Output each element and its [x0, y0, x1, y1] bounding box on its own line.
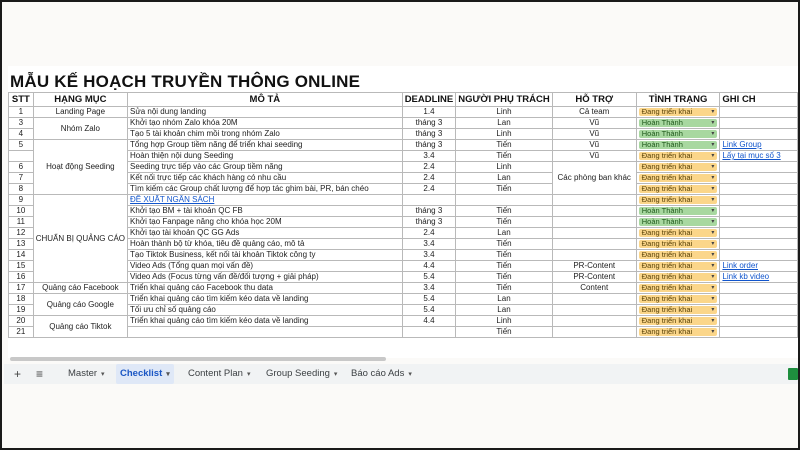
cell-owner[interactable]: Lan	[456, 305, 552, 316]
status-text: Đang triển khai	[641, 184, 693, 193]
chevron-down-icon[interactable]: ▾	[711, 164, 715, 170]
chevron-down-icon[interactable]: ▾	[246, 371, 251, 378]
cell-support[interactable]	[552, 195, 636, 206]
table-row	[9, 151, 798, 162]
status-text: Đang triển khai	[641, 173, 693, 182]
note-link[interactable]: Lấy tại mục số 3	[722, 151, 781, 160]
horizontal-scrollbar[interactable]	[10, 357, 386, 361]
cell-description[interactable]: Triển khai quảng cáo Facebook thu data	[128, 283, 403, 294]
cell-description[interactable]: Tạo Tiktok Business, kết nối tài khoản Tiktok công ty	[128, 250, 403, 261]
status-text: Đang triển khai	[641, 107, 693, 116]
cell-stt[interactable]: 7	[9, 173, 34, 184]
cell-deadline[interactable]: tháng 3	[402, 140, 456, 151]
status-text: Hoàn Thành	[641, 206, 683, 215]
cell-status[interactable]	[636, 140, 720, 151]
table-row	[9, 250, 798, 261]
cell-category[interactable]: Quảng cáo Tiktok	[33, 316, 127, 338]
cell-stt[interactable]: 5	[9, 140, 34, 151]
table-row	[9, 173, 798, 184]
tab-label: Checklist	[120, 368, 163, 379]
cell-description[interactable]: Hoàn thiện nội dung Seeding	[128, 151, 403, 162]
chevron-down-icon[interactable]: ▾	[711, 252, 715, 258]
table-row	[9, 228, 798, 239]
header-row	[9, 93, 798, 107]
cell-deadline[interactable]: tháng 3	[402, 118, 456, 129]
table-row	[9, 327, 798, 338]
cell-description[interactable]: Seeding trực tiếp vào các Group tiềm năng	[128, 162, 403, 173]
chevron-down-icon[interactable]: ▾	[711, 186, 715, 192]
cell-support[interactable]	[552, 305, 636, 316]
header-category[interactable]: HẠNG MỤC	[33, 93, 127, 107]
status-chip[interactable]	[639, 196, 718, 204]
cell-support[interactable]: Content	[552, 283, 636, 294]
cell-category[interactable]: Landing Page	[33, 107, 127, 118]
tab-content-plan[interactable]	[184, 364, 254, 384]
cell-status[interactable]	[636, 305, 720, 316]
cell-support[interactable]: Các phòng ban khác	[552, 162, 636, 195]
header-support[interactable]: HỖ TRỢ	[552, 93, 636, 107]
cell-status[interactable]	[636, 272, 720, 283]
status-chip[interactable]	[639, 174, 718, 182]
status-chip[interactable]	[639, 328, 718, 336]
tab-group-seeding[interactable]	[262, 364, 341, 384]
cell-deadline[interactable]: 3.4	[402, 250, 456, 261]
tab-label: Content Plan	[188, 368, 243, 379]
table-row	[9, 129, 798, 140]
cell-note[interactable]	[720, 129, 798, 140]
cell-owner[interactable]: Tiến	[456, 184, 552, 195]
tab-ads-report[interactable]	[347, 364, 416, 384]
tab-label: Master	[68, 368, 98, 379]
sheet-tab-bar	[4, 364, 800, 384]
cell-stt[interactable]: 9	[9, 195, 34, 206]
status-text: Hoàn Thành	[641, 129, 683, 138]
cell-deadline[interactable]: tháng 3	[402, 129, 456, 140]
cell-category[interactable]: Nhóm Zalo	[33, 118, 127, 140]
cell-stt[interactable]: 3	[9, 118, 34, 129]
cell-description[interactable]	[128, 195, 403, 206]
table-row	[9, 239, 798, 250]
tab-checklist[interactable]	[116, 364, 174, 384]
status-text: Đang triển khai	[641, 239, 693, 248]
tab-label: Báo cáo Ads	[351, 368, 405, 379]
chevron-down-icon[interactable]: ▾	[711, 241, 715, 247]
cell-note[interactable]	[720, 305, 798, 316]
cell-owner[interactable]: Linh	[456, 316, 552, 327]
cell-stt[interactable]: 8	[9, 184, 34, 195]
cell-owner[interactable]: Linh	[456, 129, 552, 140]
header-deadline[interactable]: DEADLINE	[402, 93, 456, 107]
cell-status[interactable]	[636, 327, 720, 338]
status-text: Đang triển khai	[641, 327, 693, 336]
cell-description[interactable]: Video Ads (Tổng quan mọi vấn đề)	[128, 261, 403, 272]
cell-deadline[interactable]: 1.4	[402, 107, 456, 118]
cell-note[interactable]	[720, 195, 798, 206]
cell-owner[interactable]: Tiến	[456, 206, 552, 217]
status-chip[interactable]	[639, 295, 718, 303]
cell-description[interactable]	[128, 327, 403, 338]
cell-support[interactable]: PR-Content	[552, 261, 636, 272]
chevron-down-icon[interactable]: ▾	[711, 285, 715, 291]
header-stt[interactable]: STT	[9, 93, 34, 107]
cell-support[interactable]	[552, 327, 636, 338]
status-text: Hoàn Thành	[641, 217, 683, 226]
status-text: Hoàn Thành	[641, 118, 683, 127]
cell-category[interactable]: Quảng cáo Facebook	[33, 283, 127, 294]
cell-stt[interactable]: 12	[9, 228, 34, 239]
cell-support[interactable]: Vũ	[552, 151, 636, 162]
cell-note[interactable]	[720, 261, 798, 272]
cell-status[interactable]	[636, 217, 720, 228]
cell-description[interactable]: Triển khai quảng cáo tìm kiếm kéo data về landing	[128, 316, 403, 327]
header-description[interactable]: MÔ TẢ	[128, 93, 403, 107]
cell-status[interactable]	[636, 129, 720, 140]
cell-note[interactable]	[720, 239, 798, 250]
status-chip[interactable]	[639, 152, 718, 160]
cell-deadline[interactable]: 5.4	[402, 294, 456, 305]
cell-status[interactable]	[636, 206, 720, 217]
cell-status[interactable]	[636, 118, 720, 129]
cell-description[interactable]: Khởi tạo Fanpage nâng cho khóa học 20M	[128, 217, 403, 228]
status-text: Đang triển khai	[641, 162, 693, 171]
chevron-down-icon[interactable]: ▾	[333, 371, 338, 378]
cell-deadline[interactable]: 3.4	[402, 239, 456, 250]
cell-deadline[interactable]: 3.4	[402, 151, 456, 162]
cell-note[interactable]	[720, 162, 798, 173]
tab-label: Group Seeding	[266, 368, 330, 379]
cell-owner[interactable]: Tiến	[456, 327, 552, 338]
chevron-down-icon[interactable]: ▾	[711, 208, 715, 214]
cell-category[interactable]: Hoạt động Seeding	[33, 140, 127, 195]
cell-deadline[interactable]: 5.4	[402, 272, 456, 283]
cell-description[interactable]: Triển khai quảng cáo tìm kiếm kéo data về landing	[128, 294, 403, 305]
cell-stt[interactable]	[9, 151, 34, 162]
cell-support[interactable]: Cả team	[552, 107, 636, 118]
chevron-down-icon[interactable]: ▾	[711, 263, 715, 269]
cell-stt[interactable]: 1	[9, 107, 34, 118]
cell-stt[interactable]: 11	[9, 217, 34, 228]
table-row	[9, 305, 798, 316]
cell-status[interactable]	[636, 162, 720, 173]
status-chip[interactable]	[639, 163, 718, 171]
checklist-table	[8, 92, 798, 338]
status-text: Đang triển khai	[641, 250, 693, 259]
cell-stt[interactable]: 10	[9, 206, 34, 217]
chevron-down-icon[interactable]: ▾	[711, 131, 715, 137]
cell-support[interactable]	[552, 316, 636, 327]
cell-description[interactable]: Tối ưu chỉ số quảng cáo	[128, 305, 403, 316]
status-text: Đang triển khai	[641, 272, 693, 281]
cell-note[interactable]	[720, 327, 798, 338]
table-row	[9, 206, 798, 217]
cell-stt[interactable]: 21	[9, 327, 34, 338]
cell-owner[interactable]: Tiến	[456, 250, 552, 261]
cell-stt[interactable]: 13	[9, 239, 34, 250]
cell-support[interactable]	[552, 206, 636, 217]
cell-status[interactable]	[636, 107, 720, 118]
table-row	[9, 162, 798, 173]
cell-status[interactable]	[636, 151, 720, 162]
status-chip[interactable]	[639, 108, 718, 116]
sheet-title: MẪU KẾ HOẠCH TRUYỀN THÔNG ONLINE	[10, 72, 361, 91]
status-chip[interactable]	[639, 262, 718, 270]
cell-status[interactable]	[636, 184, 720, 195]
cell-note[interactable]	[720, 272, 798, 283]
header-status[interactable]: TÌNH TRẠNG	[636, 93, 720, 107]
cell-description[interactable]: Khởi tạo nhóm Zalo khóa 20M	[128, 118, 403, 129]
cell-description[interactable]: Sửa nội dung landing	[128, 107, 403, 118]
chevron-down-icon[interactable]: ▾	[711, 329, 715, 335]
cell-description[interactable]: Khởi tạo BM + tài khoản QC FB	[128, 206, 403, 217]
cell-support[interactable]	[552, 217, 636, 228]
cell-note[interactable]	[720, 206, 798, 217]
cell-owner[interactable]: Lan	[456, 173, 552, 184]
chevron-down-icon[interactable]: ▾	[711, 274, 715, 280]
cell-owner[interactable]: Tiến	[456, 272, 552, 283]
status-text: Đang triển khai	[641, 228, 693, 237]
cell-description[interactable]: Tìm kiếm các Group chất lượng để hợp tác ghim bài, PR, bán chéo	[128, 184, 403, 195]
cell-status[interactable]	[636, 261, 720, 272]
cell-stt[interactable]: 6	[9, 162, 34, 173]
cell-category[interactable]: CHUẨN BỊ QUẢNG CÁO	[33, 195, 127, 283]
cell-support[interactable]	[552, 228, 636, 239]
cell-description[interactable]: Kết nối trực tiếp các khách hàng có nhu cầu	[128, 173, 403, 184]
cell-owner[interactable]: Tiến	[456, 239, 552, 250]
cell-status[interactable]	[636, 316, 720, 327]
cell-status[interactable]	[636, 283, 720, 294]
cell-deadline[interactable]: 4.4	[402, 261, 456, 272]
cell-status[interactable]	[636, 195, 720, 206]
cell-note[interactable]	[720, 118, 798, 129]
chevron-down-icon[interactable]: ▾	[711, 109, 715, 115]
table-row	[9, 217, 798, 228]
add-sheet-icon[interactable]: +	[14, 367, 22, 381]
status-text: Đang triển khai	[641, 305, 693, 314]
cell-stt[interactable]: 15	[9, 261, 34, 272]
chevron-down-icon[interactable]: ▾	[408, 371, 412, 378]
cell-note[interactable]	[720, 294, 798, 305]
status-chip[interactable]	[639, 207, 718, 215]
cell-note[interactable]	[720, 107, 798, 118]
status-text: Hoàn Thành	[641, 140, 683, 149]
status-chip[interactable]	[639, 240, 718, 248]
tab-master[interactable]	[64, 364, 109, 384]
chevron-down-icon[interactable]: ▾	[711, 219, 715, 225]
cell-deadline[interactable]: tháng 3	[402, 217, 456, 228]
cell-owner[interactable]	[456, 195, 552, 206]
cell-deadline[interactable]: 2.4	[402, 184, 456, 195]
cell-owner[interactable]: Tiến	[456, 283, 552, 294]
chevron-down-icon[interactable]: ▾	[711, 153, 715, 159]
cell-description[interactable]: Video Ads (Focus từng vấn đề/đối tượng + giải pháp)	[128, 272, 403, 283]
chevron-down-icon[interactable]: ▾	[711, 296, 715, 302]
status-chip[interactable]	[639, 141, 718, 149]
table-row	[9, 140, 798, 151]
cell-stt[interactable]: 16	[9, 272, 34, 283]
chevron-down-icon[interactable]: ▾	[711, 307, 715, 313]
cell-stt[interactable]: 20	[9, 316, 34, 327]
table-row	[9, 184, 798, 195]
chevron-down-icon[interactable]: ▾	[711, 120, 715, 126]
note-link[interactable]: Link kb video	[722, 272, 770, 281]
status-text: Đang triển khai	[641, 151, 693, 160]
cell-description[interactable]: Khởi tạo tài khoản QC GG Ads	[128, 228, 403, 239]
cell-note[interactable]	[720, 283, 798, 294]
chevron-down-icon[interactable]: ▾	[711, 318, 715, 324]
status-chip[interactable]	[639, 119, 718, 127]
cell-description[interactable]: Tạo 5 tài khoản chim mồi trong nhóm Zalo	[128, 129, 403, 140]
cell-deadline[interactable]: tháng 3	[402, 206, 456, 217]
cell-support[interactable]	[552, 294, 636, 305]
cell-owner[interactable]: Lan	[456, 118, 552, 129]
status-chip[interactable]	[639, 284, 718, 292]
cell-note[interactable]	[720, 250, 798, 261]
cell-owner[interactable]: Linh	[456, 162, 552, 173]
status-chip[interactable]	[639, 251, 718, 259]
chevron-down-icon[interactable]: ▾	[711, 230, 715, 236]
status-chip[interactable]	[639, 317, 718, 325]
table-row	[9, 294, 798, 305]
cell-owner[interactable]: Tiến	[456, 217, 552, 228]
cell-stt[interactable]: 14	[9, 250, 34, 261]
cell-support[interactable]	[552, 239, 636, 250]
cell-deadline[interactable]: 2.4	[402, 162, 456, 173]
table-row	[9, 107, 798, 118]
cell-stt[interactable]: 17	[9, 283, 34, 294]
chevron-down-icon[interactable]: ▾	[166, 371, 170, 378]
budget-proposal-link[interactable]: ĐỀ XUẤT NGÂN SÁCH	[130, 195, 215, 204]
cell-owner[interactable]: Tiến	[456, 140, 552, 151]
status-text: Đang triển khai	[641, 316, 693, 325]
table-row	[9, 261, 798, 272]
cell-support[interactable]: Vũ	[552, 129, 636, 140]
cell-owner[interactable]: Tiến	[456, 261, 552, 272]
cell-note[interactable]	[720, 173, 798, 184]
table-row	[9, 272, 798, 283]
cell-support[interactable]: Vũ	[552, 118, 636, 129]
cell-status[interactable]	[636, 294, 720, 305]
table-row	[9, 283, 798, 294]
status-chip[interactable]	[639, 306, 718, 314]
header-note[interactable]: GHI CH	[720, 93, 798, 107]
cell-owner[interactable]: Linh	[456, 107, 552, 118]
cell-deadline[interactable]: 5.4	[402, 305, 456, 316]
status-chip[interactable]	[639, 218, 718, 226]
all-sheets-menu-icon[interactable]: ≡	[36, 367, 44, 381]
status-text: Đang triển khai	[641, 283, 693, 292]
cell-owner[interactable]: Lan	[456, 228, 552, 239]
note-link[interactable]: Link Group	[722, 140, 762, 149]
cell-note[interactable]	[720, 228, 798, 239]
cell-owner[interactable]: Lan	[456, 294, 552, 305]
status-chip[interactable]	[639, 229, 718, 237]
chevron-down-icon[interactable]: ▾	[711, 175, 715, 181]
cell-note[interactable]	[720, 316, 798, 327]
cell-deadline[interactable]: 2.4	[402, 173, 456, 184]
status-text: Đang triển khai	[641, 294, 693, 303]
cell-stt[interactable]: 4	[9, 129, 34, 140]
cell-deadline[interactable]	[402, 195, 456, 206]
cell-status[interactable]	[636, 228, 720, 239]
cell-deadline[interactable]: 3.4	[402, 283, 456, 294]
cell-support[interactable]: Vũ	[552, 140, 636, 151]
status-chip[interactable]	[639, 130, 718, 138]
table-row	[9, 118, 798, 129]
sheets-logo-icon	[788, 368, 798, 380]
cell-owner[interactable]: Tiến	[456, 151, 552, 162]
note-link[interactable]: Link order	[722, 261, 758, 270]
status-chip[interactable]	[639, 273, 718, 281]
cell-description[interactable]: Hoàn thành bộ từ khóa, tiêu đề quảng cáo, mô tả	[128, 239, 403, 250]
cell-stt[interactable]: 18	[9, 294, 34, 305]
cell-stt[interactable]: 19	[9, 305, 34, 316]
cell-support[interactable]: PR-Content	[552, 272, 636, 283]
cell-note[interactable]	[720, 184, 798, 195]
cell-note[interactable]	[720, 140, 798, 151]
cell-note[interactable]	[720, 151, 798, 162]
header-owner[interactable]: NGƯỜI PHỤ TRÁCH	[456, 93, 552, 107]
table-row	[9, 195, 798, 206]
cell-description[interactable]: Tổng hợp Group tiềm năng để triển khai seeding	[128, 140, 403, 151]
cell-deadline[interactable]: 2.4	[402, 228, 456, 239]
status-chip[interactable]	[639, 185, 718, 193]
chevron-down-icon[interactable]: ▾	[101, 371, 105, 378]
chevron-down-icon[interactable]: ▾	[711, 142, 715, 148]
cell-status[interactable]	[636, 239, 720, 250]
status-text: Đang triển khai	[641, 261, 693, 270]
cell-deadline[interactable]	[402, 327, 456, 338]
cell-support[interactable]	[552, 250, 636, 261]
cell-note[interactable]	[720, 217, 798, 228]
cell-status[interactable]	[636, 250, 720, 261]
cell-category[interactable]: Quảng cáo Google	[33, 294, 127, 316]
chevron-down-icon[interactable]: ▾	[711, 197, 715, 203]
cell-status[interactable]	[636, 173, 720, 184]
status-text: Đang triển khai	[641, 195, 693, 204]
table-row	[9, 316, 798, 327]
cell-deadline[interactable]: 4.4	[402, 316, 456, 327]
